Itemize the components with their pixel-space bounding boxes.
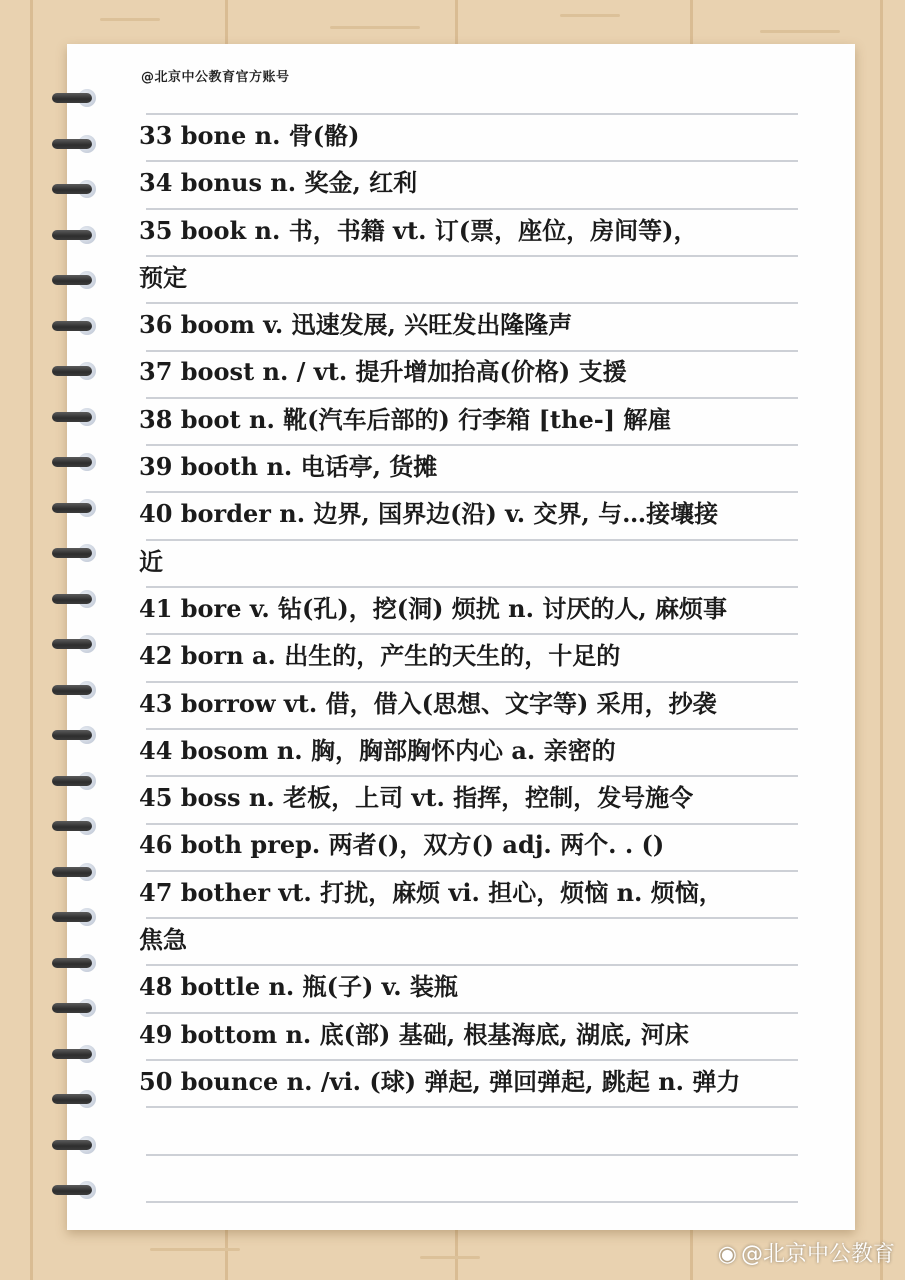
spiral-ring bbox=[52, 361, 108, 381]
spiral-ring bbox=[52, 998, 108, 1018]
spiral-ring bbox=[52, 953, 108, 973]
spiral-ring bbox=[52, 907, 108, 927]
vocab-line: 49 bottom n. 底(部) 基础, 根基海底, 湖底, 河床 bbox=[139, 1019, 689, 1049]
ruled-line bbox=[146, 1201, 798, 1203]
vocab-line: 近 bbox=[139, 546, 163, 576]
vocab-line: 34 bonus n. 奖金, 红利 bbox=[139, 168, 418, 198]
vocab-line: 43 borrow vt. 借，借入(思想、文字等) 采用，抄袭 bbox=[139, 688, 717, 718]
vocab-line: 33 bone n. 骨(骼) bbox=[139, 121, 360, 150]
spiral-ring bbox=[52, 316, 108, 336]
vocab-line: 48 bottle n. 瓶(子) v. 装瓶 bbox=[139, 972, 458, 1002]
vocab-line: 45 boss n. 老板，上司 vt. 指挥，控制，发号施令 bbox=[139, 783, 694, 813]
vocab-line: 36 boom v. 迅速发展, 兴旺发出隆隆声 bbox=[139, 310, 573, 340]
vocab-line: 35 book n. 书，书籍 vt. 订(票，座位，房间等)， bbox=[139, 215, 698, 245]
vocab-line: 焦急 bbox=[139, 925, 187, 955]
spiral-ring bbox=[52, 225, 108, 245]
ruled-line bbox=[146, 1154, 798, 1156]
spiral-ring bbox=[52, 88, 108, 108]
vocab-line: 37 boost n. / vt. 提升增加抬高(价格) 支援 bbox=[139, 357, 627, 387]
vocab-line: 42 born a. 出生的，产生的天生的，十足的 bbox=[139, 641, 621, 671]
vocab-line: 39 booth n. 电话亭, 货摊 bbox=[139, 452, 438, 482]
spiral-ring bbox=[52, 498, 108, 518]
spiral-ring bbox=[52, 270, 108, 290]
spiral-ring bbox=[52, 1089, 108, 1109]
spiral-ring bbox=[52, 1180, 108, 1200]
vocab-line: 40 border n. 边界, 国界边(沿) v. 交界, 与…接壤接 bbox=[139, 499, 719, 529]
spiral-ring bbox=[52, 725, 108, 745]
vocab-line: 46 both prep. 两者()，双方() adj. 两个. . () bbox=[139, 830, 665, 860]
spiral-ring bbox=[52, 134, 108, 154]
ruled-line bbox=[146, 1106, 798, 1108]
spiral-ring bbox=[52, 634, 108, 654]
spiral-ring bbox=[52, 1044, 108, 1064]
account-watermark: @北京中公教育官方账号 bbox=[141, 70, 290, 85]
vocabulary-list bbox=[139, 112, 799, 1105]
spiral-ring bbox=[52, 179, 108, 199]
spiral-ring bbox=[52, 589, 108, 609]
vocab-line: 50 bounce n. /vi. (球) 弹起, 弹回弹起, 跳起 n. 弹力 bbox=[139, 1066, 741, 1096]
spiral-ring bbox=[52, 452, 108, 472]
spiral-ring bbox=[52, 816, 108, 836]
vocab-line: 预定 bbox=[139, 262, 187, 292]
vocab-line: 44 bosom n. 胸，胸部胸怀内心 a. 亲密的 bbox=[139, 735, 616, 765]
spiral-ring bbox=[52, 680, 108, 700]
vocab-line: 38 boot n. 靴(汽车后部的) 行李箱 [the-] 解雇 bbox=[139, 404, 672, 434]
weibo-logo-icon: ◉ bbox=[717, 1242, 737, 1267]
spiral-ring bbox=[52, 543, 108, 563]
spiral-ring bbox=[52, 407, 108, 427]
spiral-ring bbox=[52, 771, 108, 791]
vocab-line: 41 bore v. 钻(孔)，挖(洞) 烦扰 n. 讨厌的人, 麻烦事 bbox=[139, 593, 728, 623]
vocab-line: 47 bother vt. 打扰，麻烦 vi. 担心，烦恼 n. 烦恼， bbox=[139, 877, 723, 907]
spiral-ring bbox=[52, 1135, 108, 1155]
weibo-watermark: ◉ @北京中公教育 bbox=[717, 1242, 895, 1267]
spiral-ring bbox=[52, 862, 108, 882]
